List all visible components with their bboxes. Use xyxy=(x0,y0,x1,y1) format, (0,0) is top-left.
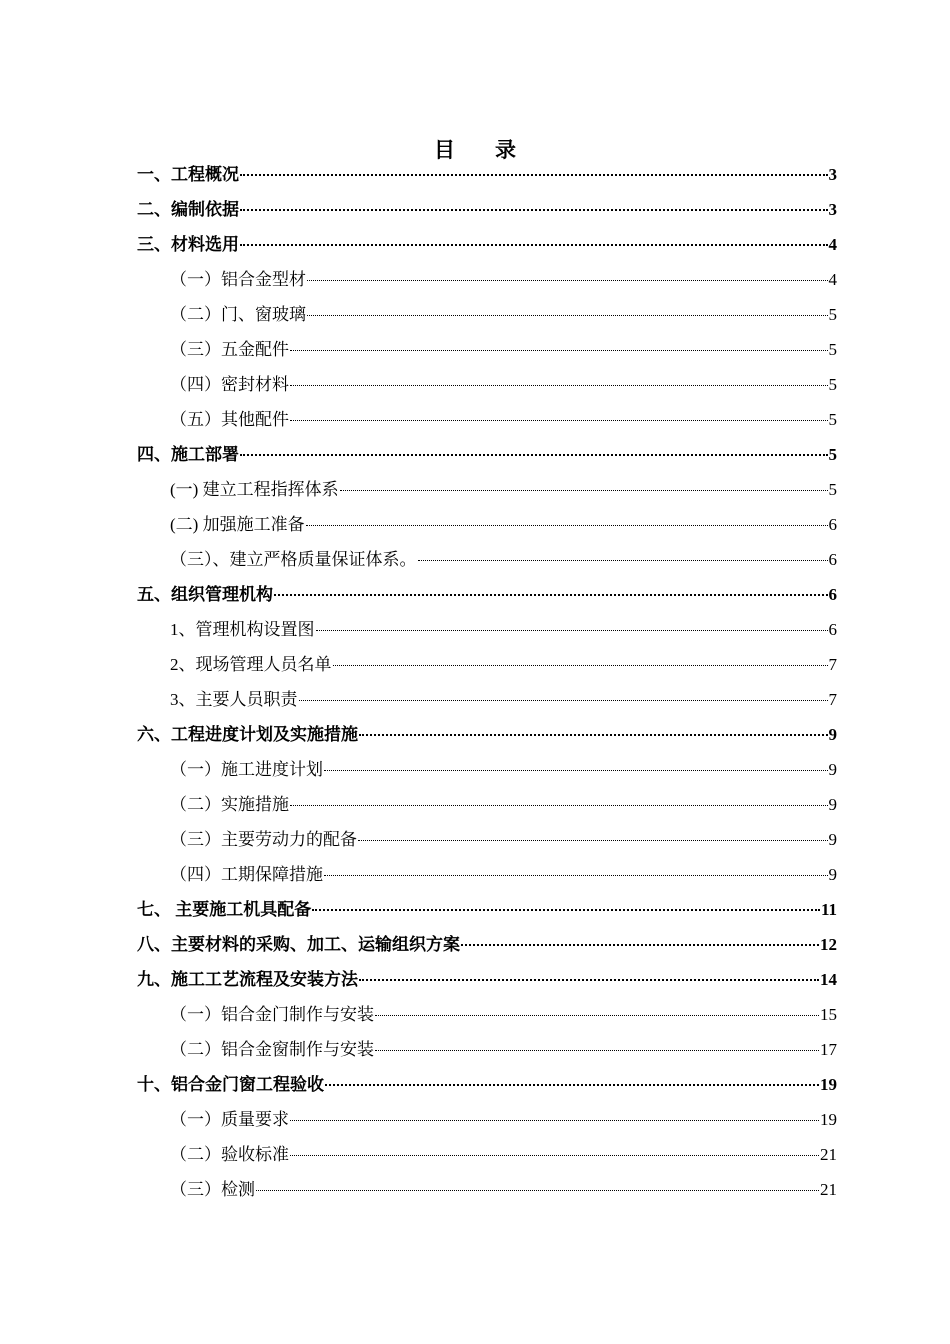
dot-leader xyxy=(325,1084,819,1086)
toc-entry-page-number: 6 xyxy=(828,585,837,604)
toc-entry[interactable] xyxy=(137,647,837,682)
dot-leader xyxy=(359,734,828,736)
toc-entry-page-number: 9 xyxy=(828,830,837,849)
toc-entry-label: （二）门、窗玻璃 xyxy=(170,305,306,324)
toc-entry-page-number: 21 xyxy=(820,1180,837,1199)
toc-entry-label: （一）施工进度计划 xyxy=(170,760,323,779)
dot-leader xyxy=(307,315,828,316)
toc-entry-label: (二) 加强施工准备 xyxy=(170,515,305,534)
dot-leader xyxy=(358,840,828,841)
dot-leader xyxy=(359,979,819,981)
toc-entry-label: （三）、建立严格质量保证体系。 xyxy=(170,550,417,569)
dot-leader xyxy=(324,875,828,876)
toc-entry[interactable] xyxy=(137,752,837,787)
toc-entry-label: （三）五金配件 xyxy=(170,340,289,359)
toc-entry[interactable] xyxy=(137,507,837,542)
toc-entry[interactable] xyxy=(137,332,837,367)
toc-title-right: 录 xyxy=(495,138,516,162)
toc-entry-label: 二、编制依据 xyxy=(137,200,239,219)
toc-entry-page-number: 17 xyxy=(820,1040,837,1059)
toc-entry-page-number: 15 xyxy=(820,1005,837,1024)
dot-leader xyxy=(375,1015,819,1016)
toc-entry[interactable] xyxy=(137,612,837,647)
toc-entry[interactable] xyxy=(137,822,837,857)
toc-entry-label: 六、工程进度计划及实施措施 xyxy=(137,725,358,744)
toc-entry[interactable] xyxy=(137,1102,837,1137)
toc-entry-page-number: 7 xyxy=(828,690,837,709)
toc-entry[interactable] xyxy=(137,717,837,752)
dot-leader xyxy=(340,490,828,491)
toc-entry[interactable] xyxy=(137,402,837,437)
toc-entry-label: （二）实施措施 xyxy=(170,795,289,814)
toc-entry[interactable] xyxy=(137,1067,837,1102)
toc-entry-page-number: 9 xyxy=(828,725,837,744)
dot-leader xyxy=(375,1050,819,1051)
toc-entry[interactable] xyxy=(137,472,837,507)
dot-leader xyxy=(290,420,828,421)
toc-entry-page-number: 3 xyxy=(828,165,837,184)
toc-entry-label: (一) 建立工程指挥体系 xyxy=(170,480,339,499)
dot-leader xyxy=(312,909,820,911)
toc-entry[interactable] xyxy=(137,262,837,297)
dot-leader xyxy=(306,525,828,526)
toc-entry[interactable] xyxy=(137,297,837,332)
toc-entry-page-number: 9 xyxy=(828,865,837,884)
toc-entry[interactable] xyxy=(137,997,837,1032)
toc-entry-label: 五、组织管理机构 xyxy=(137,585,273,604)
toc-entry-page-number: 6 xyxy=(828,550,837,569)
toc-entry-label: （五）其他配件 xyxy=(170,410,289,429)
dot-leader xyxy=(240,174,828,176)
dot-leader xyxy=(290,385,828,386)
dot-leader xyxy=(307,280,828,281)
toc-entry[interactable] xyxy=(137,367,837,402)
toc-title-left: 目 xyxy=(434,138,455,162)
toc-entry[interactable] xyxy=(137,682,837,717)
toc-entry-page-number: 5 xyxy=(828,445,837,464)
dot-leader xyxy=(299,700,828,701)
toc-entry-page-number: 7 xyxy=(828,655,837,674)
dot-leader xyxy=(316,630,828,631)
toc-entry-page-number: 9 xyxy=(828,760,837,779)
toc-entry-label: 四、施工部署 xyxy=(137,445,239,464)
toc-entry-label: （四）工期保障措施 xyxy=(170,865,323,884)
toc-entry[interactable] xyxy=(137,857,837,892)
toc-entry-label: （一）铝合金门制作与安装 xyxy=(170,1005,374,1024)
dot-leader xyxy=(290,805,828,806)
toc-entry-label: 1、管理机构设置图 xyxy=(170,620,315,639)
toc-entry-page-number: 5 xyxy=(828,340,837,359)
toc-entry[interactable] xyxy=(137,927,837,962)
dot-leader xyxy=(290,350,828,351)
dot-leader xyxy=(333,665,828,666)
toc-entry-page-number: 5 xyxy=(828,410,837,429)
toc-entry-page-number: 5 xyxy=(828,305,837,324)
toc-entry-page-number: 4 xyxy=(828,270,837,289)
toc-entry[interactable] xyxy=(137,227,837,262)
toc-entry[interactable] xyxy=(137,577,837,612)
toc-entry-label: （一）铝合金型材 xyxy=(170,270,306,289)
toc-entry-page-number: 19 xyxy=(820,1110,837,1129)
toc-entry-page-number: 11 xyxy=(820,900,837,919)
dot-leader xyxy=(256,1190,819,1191)
toc-entry[interactable] xyxy=(137,542,837,577)
toc-entry-page-number: 9 xyxy=(828,795,837,814)
toc-entry[interactable] xyxy=(137,962,837,997)
dot-leader xyxy=(461,944,819,946)
toc-entry-page-number: 12 xyxy=(820,935,837,954)
toc-entry-page-number: 6 xyxy=(828,515,837,534)
toc-entry[interactable] xyxy=(137,1137,837,1172)
toc-entry-label: （三）主要劳动力的配备 xyxy=(170,830,357,849)
toc-entry-page-number: 14 xyxy=(820,970,837,989)
toc-entry-label: （三）检测 xyxy=(170,1180,255,1199)
toc-entry-label: （四）密封材料 xyxy=(170,375,289,394)
toc-entry-label: 一、工程概况 xyxy=(137,165,239,184)
toc-entry[interactable] xyxy=(137,1032,837,1067)
dot-leader xyxy=(290,1155,819,1156)
toc-entry-page-number: 5 xyxy=(828,375,837,394)
toc-entry[interactable] xyxy=(137,1172,837,1207)
toc-entry-label: 三、材料选用 xyxy=(137,235,239,254)
dot-leader xyxy=(418,560,828,561)
toc-entry[interactable] xyxy=(137,192,837,227)
toc-entry-label: 3、主要人员职责 xyxy=(170,690,298,709)
toc-entry-label: 八、主要材料的采购、加工、运输组织方案 xyxy=(137,935,460,954)
toc-entry-label: （一）质量要求 xyxy=(170,1110,289,1129)
toc-entry-label: （二）验收标准 xyxy=(170,1145,289,1164)
toc-entry[interactable] xyxy=(137,157,837,192)
dot-leader xyxy=(240,454,828,456)
toc-entry-label: （二）铝合金窗制作与安装 xyxy=(170,1040,374,1059)
toc-entry-label: 七、 主要施工机具配备 xyxy=(137,900,312,919)
dot-leader xyxy=(240,244,828,246)
toc-entry-page-number: 5 xyxy=(828,480,837,499)
toc-entry-label: 2、现场管理人员名单 xyxy=(170,655,332,674)
dot-leader xyxy=(240,209,828,211)
toc-entry-page-number: 6 xyxy=(828,620,837,639)
dot-leader xyxy=(290,1120,819,1121)
toc-entry-page-number: 4 xyxy=(828,235,837,254)
toc-entry-page-number: 19 xyxy=(820,1075,837,1094)
toc-entry-page-number: 21 xyxy=(820,1145,837,1164)
toc-list xyxy=(137,157,837,1207)
toc-entry-label: 九、施工工艺流程及安装方法 xyxy=(137,970,358,989)
toc-entry-label: 十、铝合金门窗工程验收 xyxy=(137,1075,324,1094)
toc-entry[interactable] xyxy=(137,787,837,822)
toc-entry[interactable] xyxy=(137,892,837,927)
dot-leader xyxy=(274,594,828,596)
toc-entry-page-number: 3 xyxy=(828,200,837,219)
toc-entry[interactable] xyxy=(137,437,837,472)
dot-leader xyxy=(324,770,828,771)
